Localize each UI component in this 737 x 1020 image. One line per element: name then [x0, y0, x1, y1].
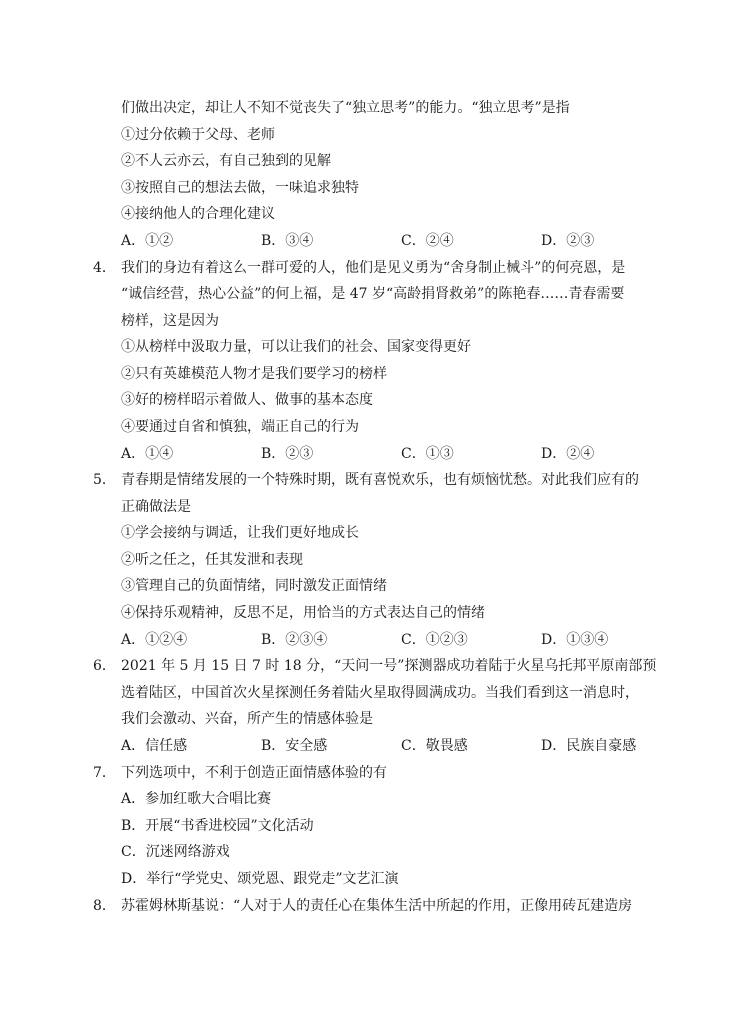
q6-stem-2: 选着陆区，中国首次火星探测任务着陆火星取得圆满成功。当我们看到这一消息时， — [121, 685, 639, 701]
q5-number: 5． — [93, 472, 116, 488]
q5-item-4: ④保持乐观精神，反思不足，用恰当的方式表达自己的情绪 — [121, 605, 485, 621]
q3-item-2: ②不人云亦云，有自己独到的见解 — [121, 153, 331, 169]
q7-number: 7． — [93, 765, 116, 781]
q3-choice-c: C．②④ — [401, 233, 454, 249]
q3-item-1: ①过分依赖于父母、老师 — [121, 127, 275, 143]
q6-stem-1: 2021 年 5 月 15 日 7 时 18 分，“天问一号”探测器成功着陆于火星乌托邦平原南部预 — [121, 658, 657, 674]
q4-stem-2: “诚信经营，热心公益”的何上福，是 47 岁“高龄捐肾救弟”的陈艳春……青春需要 — [121, 286, 625, 302]
q5-stem-1: 青春期是情绪发展的一个特殊时期，既有喜悦欢乐，也有烦恼忧愁。对此我们应有的 — [121, 472, 639, 488]
q7-stem-1: 下列选项中，不利于创造正面情感体验的有 — [121, 765, 387, 781]
q4-number: 4． — [93, 260, 116, 276]
q3-choice-b: B．③④ — [261, 233, 314, 249]
q4-choice-a: A．①④ — [121, 446, 174, 462]
q4-stem-1: 我们的身边有着这么一群可爱的人，他们是见义勇为“舍身制止械斗”的何亮恩，是 — [121, 260, 626, 276]
q6-choice-a: A．信任感 — [121, 738, 188, 754]
q5-choice-b: B．②③④ — [261, 632, 328, 648]
q3-choice-d: D．②③ — [541, 233, 595, 249]
q3-choice-a: A．①② — [121, 233, 174, 249]
q5-item-3: ③管理自己的负面情绪，同时激发正面情绪 — [121, 578, 387, 594]
q4-item-1: ①从榜样中汲取力量，可以让我们的社会、国家变得更好 — [121, 339, 471, 355]
q4-stem-3: 榜样，这是因为 — [121, 313, 219, 329]
q5-choice-d: D．①③④ — [541, 632, 609, 648]
q4-item-3: ③好的榜样昭示着做人、做事的基本态度 — [121, 392, 373, 408]
q4-choice-b: B．②③ — [261, 446, 314, 462]
q5-item-1: ①学会接纳与调适，让我们更好地成长 — [121, 525, 359, 541]
q4-choice-d: D．②④ — [541, 446, 595, 462]
q6-choice-d: D．民族自豪感 — [541, 738, 637, 754]
q3-item-4: ④接纳他人的合理化建议 — [121, 206, 275, 222]
q7-choice-a: A．参加红歌大合唱比赛 — [121, 791, 272, 807]
q4-item-2: ②只有英雄模范人物才是我们要学习的榜样 — [121, 366, 387, 382]
q6-choice-c: C．敬畏感 — [401, 738, 468, 754]
q7-choice-c: C．沉迷网络游戏 — [121, 844, 230, 860]
q4-choice-c: C．①③ — [401, 446, 454, 462]
q6-choice-b: B．安全感 — [261, 738, 328, 754]
q8-number: 8． — [93, 898, 116, 914]
q5-item-2: ②听之任之，任其发泄和表现 — [121, 552, 303, 568]
q3-stem-tail: 们做出决定，却让人不知不觉丧失了“独立思考”的能力。“独立思考”是指 — [121, 100, 570, 116]
q7-choice-d: D．举行“学党史、颂党恩、跟党走”文艺汇演 — [121, 871, 399, 887]
q6-stem-3: 我们会激动、兴奋，所产生的情感体验是 — [121, 711, 373, 727]
q7-choice-b: B．开展“书香进校园”文化活动 — [121, 818, 314, 834]
q5-stem-2: 正确做法是 — [121, 499, 191, 515]
q5-choice-c: C．①②③ — [401, 632, 468, 648]
q3-item-3: ③按照自己的想法去做，一味追求独特 — [121, 180, 359, 196]
q6-number: 6． — [93, 658, 116, 674]
q8-stem-1: 苏霍姆林斯基说：“人对于人的责任心在集体生活中所起的作用，正像用砖瓦建造房 — [121, 898, 633, 914]
q4-item-4: ④要通过自省和慎独，端正自己的行为 — [121, 419, 359, 435]
q5-choice-a: A．①②④ — [121, 632, 188, 648]
